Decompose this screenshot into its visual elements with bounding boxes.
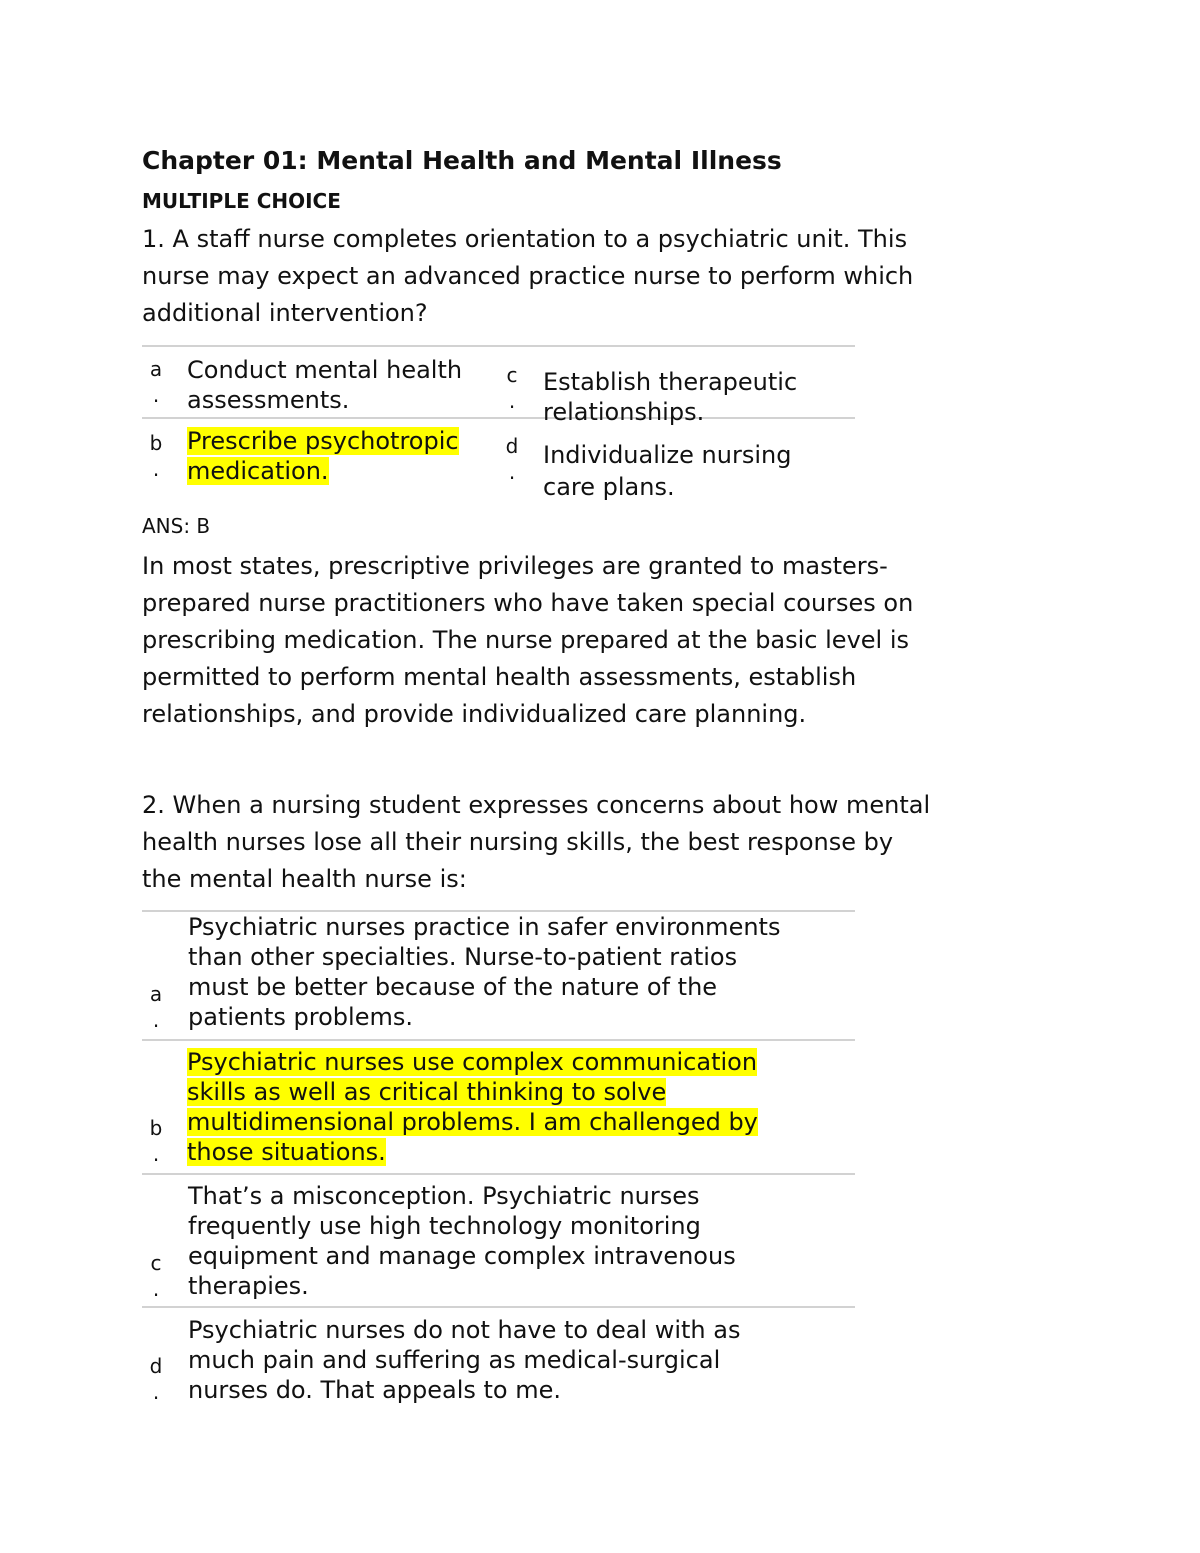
table-rule bbox=[142, 345, 855, 347]
option-letter: a . bbox=[149, 982, 163, 1032]
question-1-stem-line: nurse may expect an advanced practice nurse to perform which bbox=[142, 262, 914, 290]
question-2-stem-line: 2. When a nursing student expresses concerns about how mental bbox=[142, 791, 931, 819]
table-rule bbox=[142, 1306, 855, 1308]
question-1-stem-line: 1. A staff nurse completes orientation to a psychiatric unit. This bbox=[142, 225, 908, 253]
rationale-line: relationships, and provide individualized care planning. bbox=[142, 700, 807, 728]
option-letter: b . bbox=[149, 431, 163, 481]
highlighted-answer: multidimensional problems. I am challenged by bbox=[187, 1108, 758, 1136]
question-1-stem bbox=[142, 221, 1042, 332]
rationale-line: In most states, prescriptive privileges are granted to masters- bbox=[142, 552, 888, 580]
option-letter: b . bbox=[149, 1116, 163, 1166]
question-1-option-b bbox=[187, 426, 487, 486]
question-number: 1. bbox=[142, 225, 165, 253]
answer-key: ANS: B bbox=[142, 514, 211, 538]
highlighted-answer: skills as well as critical thinking to solve bbox=[187, 1078, 667, 1106]
question-1-stem-line: additional intervention? bbox=[142, 299, 428, 327]
highlighted-answer: those situations. bbox=[187, 1138, 386, 1166]
section-label: MULTIPLE CHOICE bbox=[142, 189, 341, 213]
rationale-line: prescribing medication. The nurse prepared at the basic level is bbox=[142, 626, 910, 654]
rationale-line: prepared nurse practitioners who have taken special courses on bbox=[142, 589, 914, 617]
question-number: 2. bbox=[142, 791, 165, 819]
question-2-option-a: Psychiatric nurses practice in safer environments than other specialties. Nurse-to-patient ratios must be better because of the nature of the patients problems. bbox=[188, 913, 781, 1031]
question-2-option-b bbox=[187, 1047, 847, 1167]
question-1-option-a: Conduct mental health assessments. bbox=[187, 356, 463, 414]
highlighted-answer: Psychiatric nurses use complex communication bbox=[187, 1048, 758, 1076]
rationale-line: permitted to perform mental health assessments, establish bbox=[142, 663, 857, 691]
question-1-option-c: Establish therapeutic relationships. bbox=[543, 368, 798, 426]
option-letter: a . bbox=[149, 357, 163, 407]
question-2-stem-line: health nurses lose all their nursing skills, the best response by bbox=[142, 828, 894, 856]
question-2-stem bbox=[142, 787, 1042, 898]
question-2-stem-line: the mental health nurse is: bbox=[142, 865, 467, 893]
option-letter: c . bbox=[150, 1251, 162, 1301]
option-letter: c . bbox=[506, 363, 518, 413]
option-letter: d . bbox=[505, 434, 519, 484]
chapter-title: Chapter 01: Mental Health and Mental Illness bbox=[142, 146, 782, 175]
table-rule bbox=[142, 1039, 855, 1041]
option-letter: d . bbox=[149, 1354, 163, 1404]
rationale bbox=[142, 548, 1042, 733]
table-rule bbox=[142, 1173, 855, 1175]
question-2-option-d: Psychiatric nurses do not have to deal with as much pain and suffering as medical-surgical nurses do. That appeals to me. bbox=[188, 1316, 741, 1404]
highlighted-answer: Prescribe psychotropic medication. bbox=[187, 427, 459, 485]
question-2-option-c: That’s a misconception. Psychiatric nurses frequently use high technology monitoring equipment and manage complex intravenous therapies. bbox=[188, 1182, 736, 1300]
question-1-option-d: Individualize nursing care plans. bbox=[543, 441, 792, 501]
